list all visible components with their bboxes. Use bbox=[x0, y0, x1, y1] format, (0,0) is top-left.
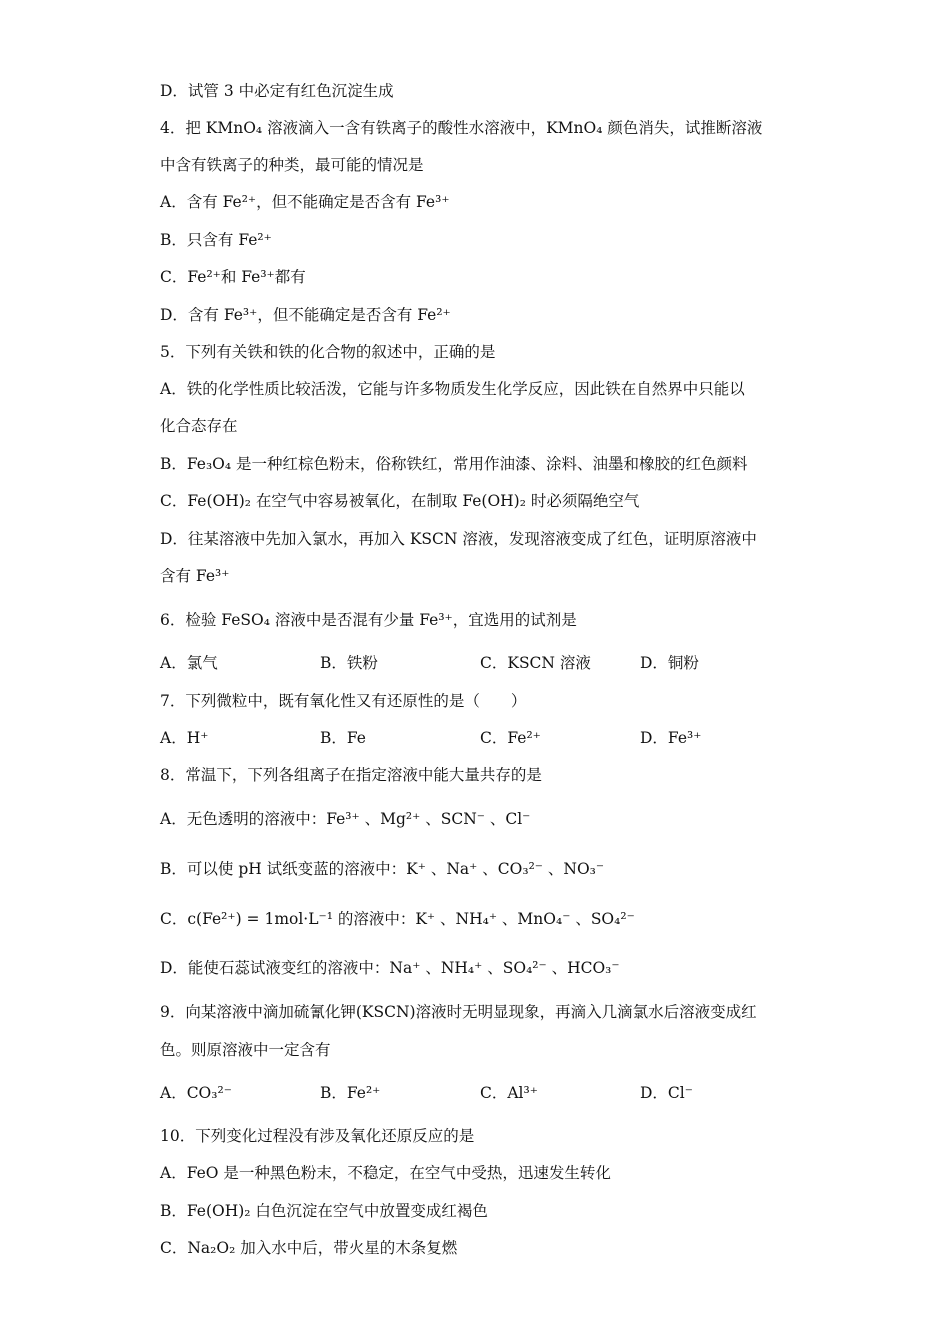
q8-option-c: C．c(Fe²⁺) = 1mol·L⁻¹ 的溶液中：K⁺ 、NH₄⁺ 、MnO₄⁻ 、SO₄²⁻ bbox=[160, 910, 635, 928]
q10-stem: 10．下列变化过程没有涉及氧化还原反应的是 bbox=[160, 1127, 475, 1145]
q5-option-a: A．铁的化学性质比较活泼，它能与许多物质发生化学反应，因此铁在自然界中只能以 bbox=[160, 380, 745, 398]
q6-option-d: D．铜粉 bbox=[640, 654, 699, 672]
q4-option-d: D．含有 Fe³⁺，但不能确定是否含有 Fe²⁺ bbox=[160, 306, 451, 324]
q7-option-b: B．Fe bbox=[320, 729, 366, 747]
q5-option-d-cont: 含有 Fe³⁺ bbox=[160, 567, 230, 585]
q5-option-b: B．Fe₃O₄ 是一种红棕色粉末，俗称铁红，常用作油漆、涂料、油墨和橡胶的红色颜料 bbox=[160, 455, 748, 473]
q9-stem: 9．向某溶液中滴加硫氰化钾(KSCN)溶液时无明显现象，再滴入几滴氯水后溶液变成红 bbox=[160, 1003, 757, 1021]
q10-option-c: C．Na₂O₂ 加入水中后，带火星的木条复燃 bbox=[160, 1239, 458, 1257]
q4-option-b: B．只含有 Fe²⁺ bbox=[160, 231, 272, 249]
q4-option-c: C．Fe²⁺和 Fe³⁺都有 bbox=[160, 268, 306, 286]
q7-option-c: C．Fe²⁺ bbox=[480, 729, 541, 747]
q9-options bbox=[160, 1082, 800, 1104]
q6-option-b: B．铁粉 bbox=[320, 654, 378, 672]
q9-option-d: D．Cl⁻ bbox=[640, 1084, 693, 1102]
q6-option-a: A．氯气 bbox=[160, 654, 218, 672]
q7-stem: 7．下列微粒中，既有氧化性又有还原性的是（ ） bbox=[160, 692, 527, 710]
q8-option-a: A．无色透明的溶液中：Fe³⁺ 、Mg²⁺ 、SCN⁻ 、Cl⁻ bbox=[160, 810, 531, 828]
q5-option-a-cont: 化合态存在 bbox=[160, 417, 238, 435]
q6-options bbox=[160, 652, 800, 674]
q9-stem-cont: 色。则原溶液中一定含有 bbox=[160, 1041, 331, 1059]
q9-option-b: B．Fe²⁺ bbox=[320, 1084, 381, 1102]
q7-option-d: D．Fe³⁺ bbox=[640, 729, 702, 747]
q4-stem: 4．把 KMnO₄ 溶液滴入一含有铁离子的酸性水溶液中，KMnO₄ 颜色消失，试推断溶液 bbox=[160, 119, 763, 137]
q5-option-c: C．Fe(OH)₂ 在空气中容易被氧化，在制取 Fe(OH)₂ 时必须隔绝空气 bbox=[160, 492, 640, 510]
q3-option-d: D．试管 3 中必定有红色沉淀生成 bbox=[160, 82, 394, 100]
q8-option-b: B．可以使 pH 试纸变蓝的溶液中：K⁺ 、Na⁺ 、CO₃²⁻ 、NO₃⁻ bbox=[160, 860, 605, 878]
q4-option-a: A．含有 Fe²⁺，但不能确定是否含有 Fe³⁺ bbox=[160, 193, 450, 211]
q9-option-c: C．Al³⁺ bbox=[480, 1084, 538, 1102]
q10-option-a: A．FeO 是一种黑色粉末，不稳定，在空气中受热，迅速发生转化 bbox=[160, 1164, 611, 1182]
q7-option-a: A．H⁺ bbox=[160, 729, 209, 747]
q8-option-d: D．能使石蕊试液变红的溶液中：Na⁺ 、NH₄⁺ 、SO₄²⁻ 、HCO₃⁻ bbox=[160, 959, 620, 977]
q5-stem: 5．下列有关铁和铁的化合物的叙述中，正确的是 bbox=[160, 343, 496, 361]
q4-stem-cont: 中含有铁离子的种类，最可能的情况是 bbox=[160, 156, 424, 174]
q6-stem: 6．检验 FeSO₄ 溶液中是否混有少量 Fe³⁺，宜选用的试剂是 bbox=[160, 611, 577, 629]
q5-option-d: D．往某溶液中先加入氯水，再加入 KSCN 溶液，发现溶液变成了红色，证明原溶液中 bbox=[160, 530, 757, 548]
q8-stem: 8．常温下，下列各组离子在指定溶液中能大量共存的是 bbox=[160, 766, 542, 784]
q10-option-b: B．Fe(OH)₂ 白色沉淀在空气中放置变成红褐色 bbox=[160, 1202, 488, 1220]
q7-options bbox=[160, 727, 800, 749]
q9-option-a: A．CO₃²⁻ bbox=[160, 1084, 232, 1102]
q6-option-c: C．KSCN 溶液 bbox=[480, 654, 591, 672]
